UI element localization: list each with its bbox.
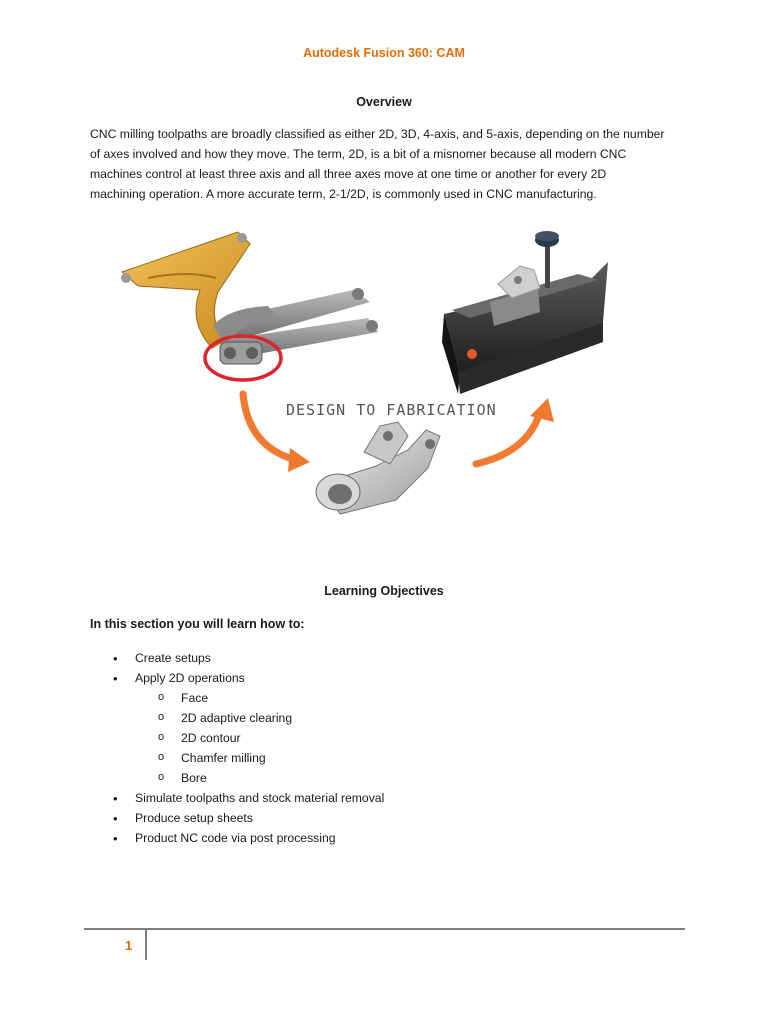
list-subitem: o Face: [90, 690, 384, 710]
overview-paragraph: [90, 124, 690, 204]
list-item: • Produce setup sheets: [90, 810, 384, 830]
overview-line: of axes involved and how they move. The term, 2D, is a bit of a misnomer because all modern CNC: [90, 147, 627, 161]
list-subitem: o Chamfer milling: [90, 750, 384, 770]
page-number: 1: [125, 938, 133, 953]
overview-heading: Overview: [356, 95, 412, 109]
document-title: Autodesk Fusion 360: CAM: [303, 46, 465, 60]
design-to-fabrication-figure: [108, 222, 668, 542]
cnc-vise-model: [442, 231, 608, 394]
list-item: • Create setups: [90, 650, 384, 670]
list-item: • Apply 2D operations: [90, 670, 384, 690]
overview-line: machining operation. A more accurate term, 2-1/2D, is commonly used in CNC manufacturing.: [90, 187, 597, 201]
objectives-heading: Learning Objectives: [324, 584, 444, 598]
footer-divider: [84, 928, 685, 930]
list-subitem: o Bore: [90, 770, 384, 790]
objectives-intro: In this section you will learn how to:: [90, 617, 305, 631]
list-item: • Product NC code via post processing: [90, 830, 384, 850]
overview-line: CNC milling toolpaths are broadly classified as either 2D, 3D, 4-axis, and 5-axis, depending on the number: [90, 127, 665, 141]
list-subitem: o 2D contour: [90, 730, 384, 750]
overview-line: machines control at least three axis and all three axes move at one time or another for every 2D: [90, 167, 607, 181]
machined-part: [316, 422, 440, 514]
figure-caption: DESIGN TO FABRICATION: [286, 401, 497, 419]
footer-vertical-divider: [145, 930, 147, 960]
objectives-list: [90, 650, 384, 850]
highlighted-part: [205, 336, 281, 380]
list-item: • Simulate toolpaths and stock material removal: [90, 790, 384, 810]
list-subitem: o 2D adaptive clearing: [90, 710, 384, 730]
